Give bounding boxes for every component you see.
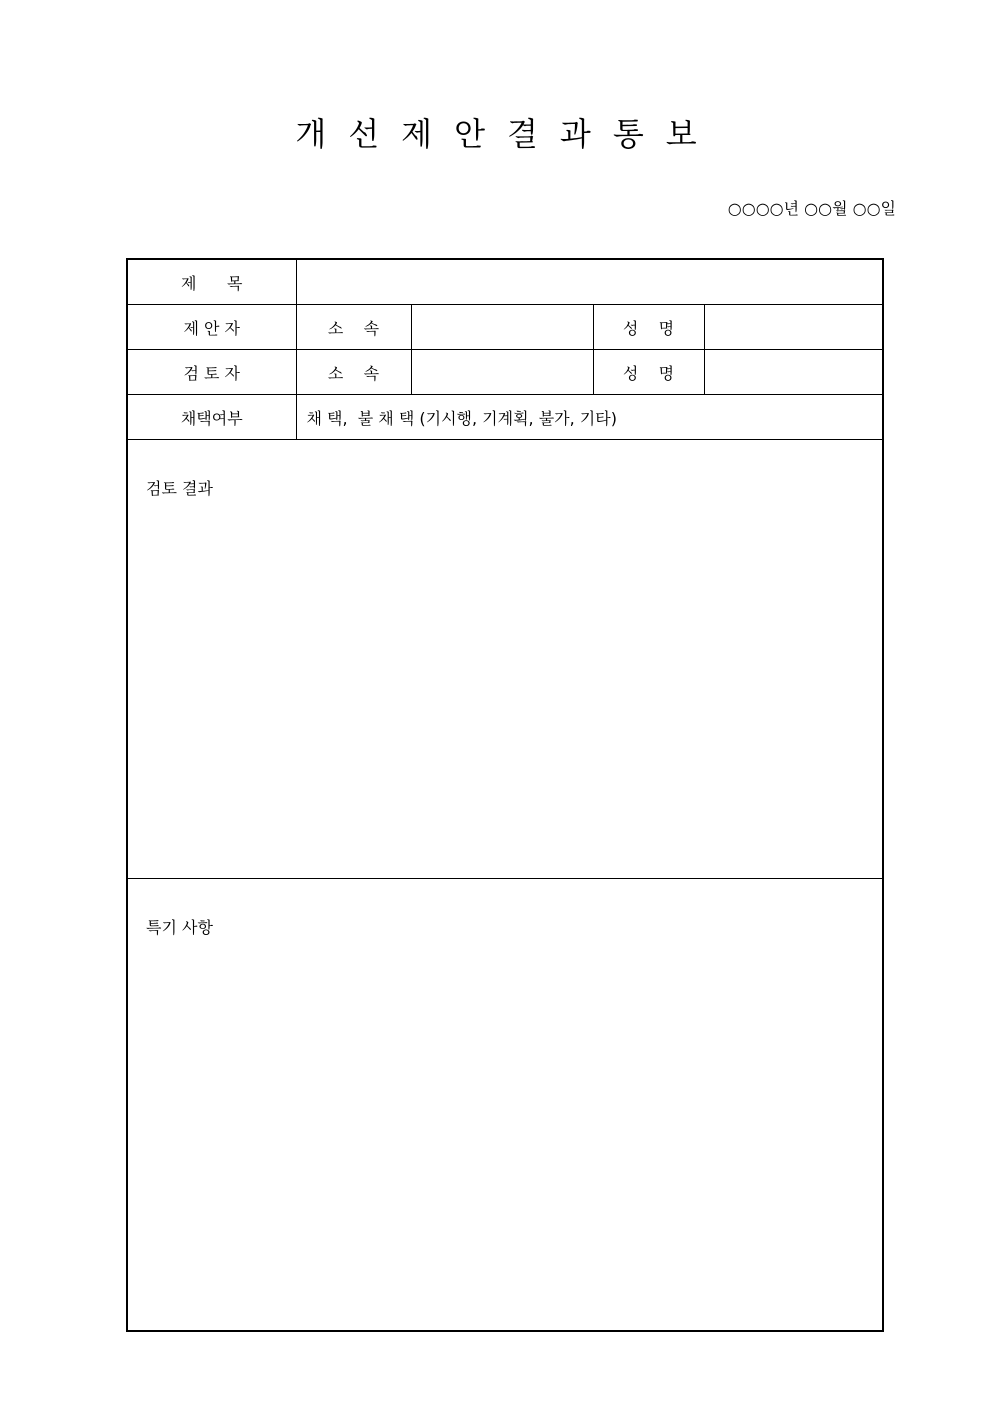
reviewer-dept-field[interactable] [411,350,593,395]
special-notes-label: 특기 사항 [146,918,213,937]
proposer-label: 제 안 자 [127,305,296,350]
proposer-name-label: 성 명 [593,305,704,350]
document-date: ○○○○년 ○○월 ○○일 [727,199,896,218]
reviewer-name-field[interactable] [704,350,883,395]
reviewer-dept-label: 소 속 [296,350,411,395]
proposer-name-field[interactable] [704,305,883,350]
page-title: 개선제안결과통보 [295,115,719,153]
special-notes-row [127,879,883,1332]
adoption-options[interactable]: 채 택, 불 채 택 (기시행, 기계획, 불가, 기타) [296,395,883,440]
reviewer-name-label: 성 명 [593,350,704,395]
reviewer-label: 검 토 자 [127,350,296,395]
subject-row [127,259,883,305]
proposer-row [127,305,883,350]
reviewer-row [127,350,883,395]
subject-label: 제 목 [127,259,296,305]
review-result-cell[interactable] [127,440,883,879]
proposal-result-form [126,258,884,1332]
subject-field[interactable] [296,259,883,305]
review-result-label: 검토 결과 [146,479,213,498]
adoption-row [127,395,883,440]
adoption-label: 채택여부 [127,395,296,440]
proposer-dept-field[interactable] [411,305,593,350]
proposer-dept-label: 소 속 [296,305,411,350]
special-notes-cell[interactable] [127,879,883,1332]
review-result-row [127,440,883,879]
